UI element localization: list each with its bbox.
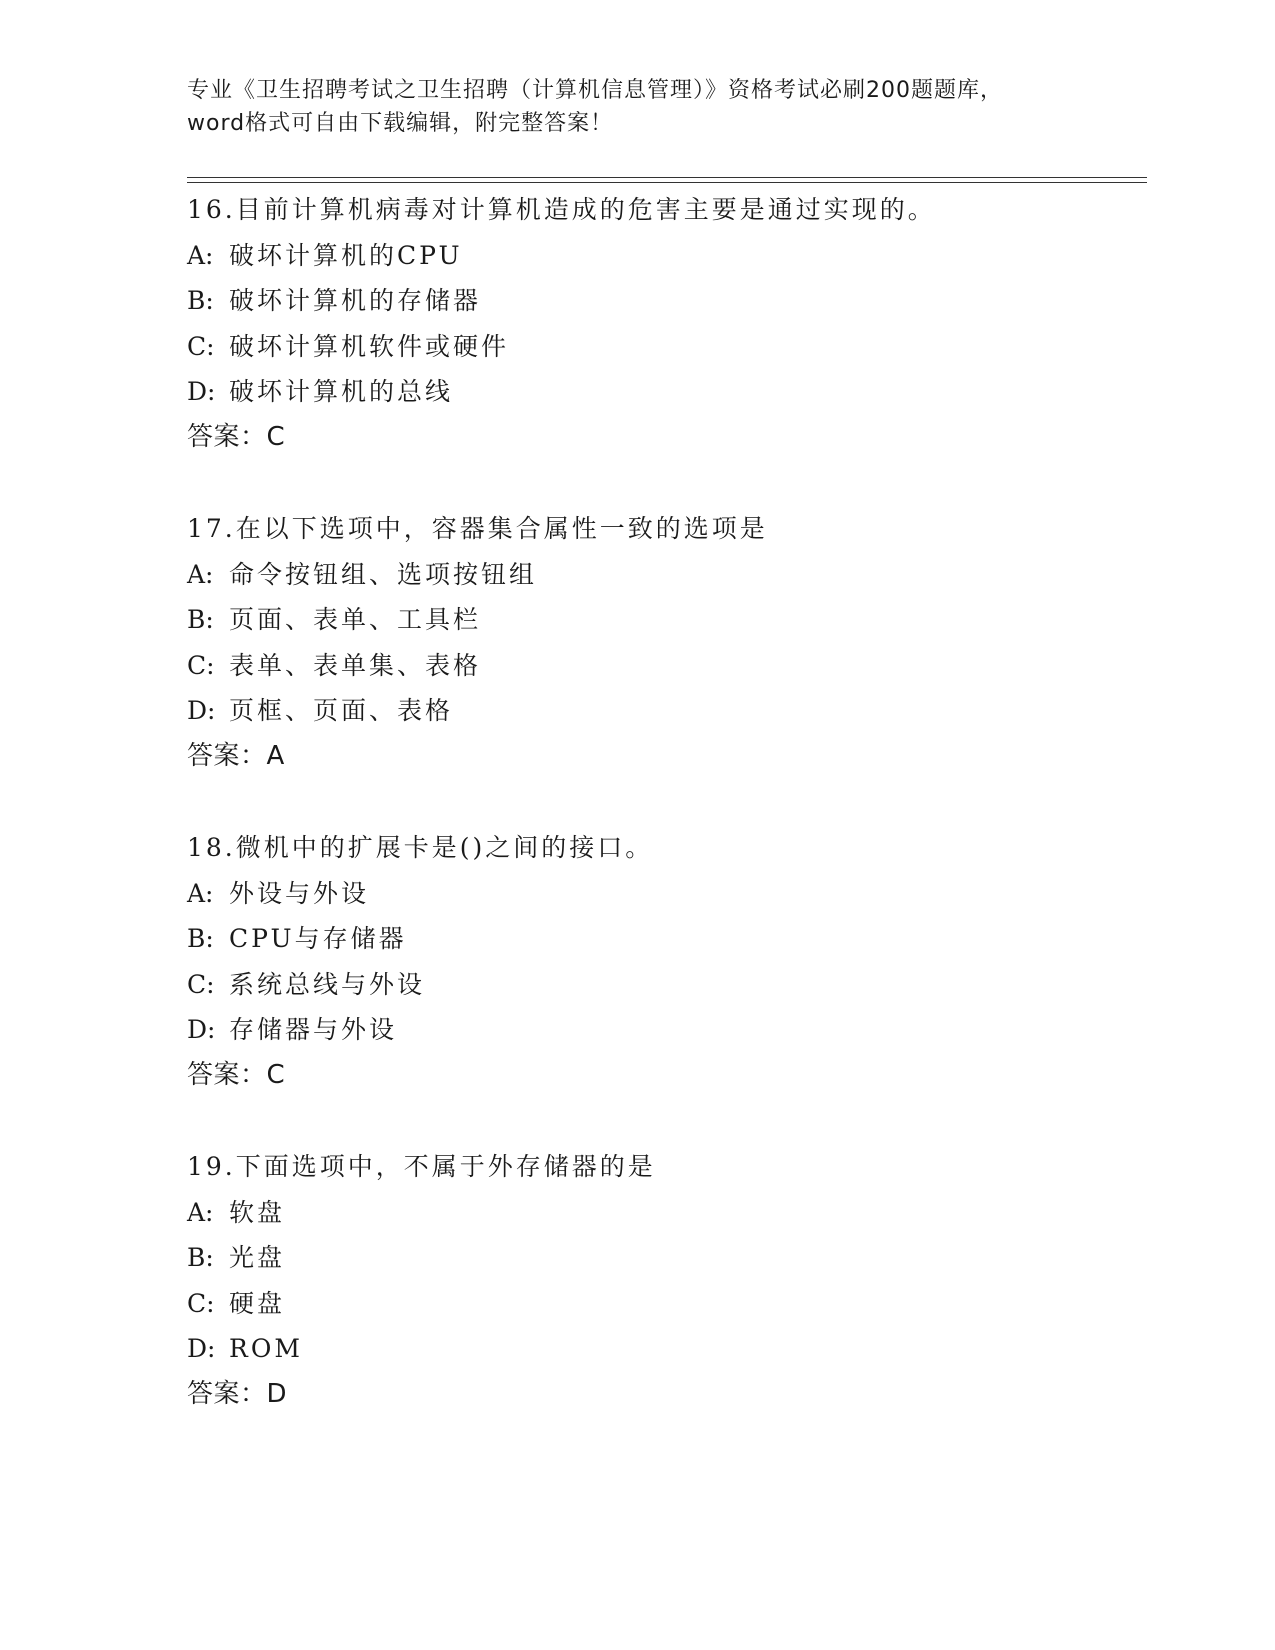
option-text: 破坏计算机软件或硬件 <box>229 331 510 361</box>
option-c <box>187 962 1147 1008</box>
question-stem: 19.下面选项中，不属于外存储器的是 <box>187 1152 656 1181</box>
option-key: A: <box>187 1197 214 1227</box>
question-stem: 16.目前计算机病毒对计算机造成的危害主要是通过实现的。 <box>187 195 936 224</box>
option-key: A: <box>187 559 214 589</box>
option-b <box>187 916 1147 962</box>
answer-line: 答案：C <box>187 421 286 452</box>
option-text: ROM <box>229 1334 303 1363</box>
option-d <box>187 369 1147 415</box>
question-stem: 17.在以下选项中，容器集合属性一致的选项是 <box>187 514 768 543</box>
option-text: 系统总线与外设 <box>229 969 426 999</box>
option-key: C: <box>187 1288 215 1318</box>
option-d <box>187 1326 1147 1372</box>
option-c <box>187 1281 1147 1327</box>
option-key: A: <box>187 878 214 908</box>
document-header <box>187 74 1087 140</box>
option-text: 页框、页面、表格 <box>229 696 454 725</box>
option-key: D: <box>187 1015 216 1044</box>
header-divider-top <box>187 177 1147 178</box>
question-block <box>187 506 1147 779</box>
option-c <box>187 643 1147 689</box>
answer-line: 答案：A <box>187 740 285 771</box>
option-d <box>187 688 1147 734</box>
option-key: B: <box>187 1243 214 1272</box>
option-b <box>187 278 1147 324</box>
option-text: CPU与存储器 <box>229 924 407 953</box>
option-b <box>187 1235 1147 1281</box>
header-title-line-1: 专业《卫生招聘考试之卫生招聘（计算机信息管理）》资格考试必刷200题题库， <box>187 78 1003 103</box>
question-block <box>187 187 1147 460</box>
option-a <box>187 1190 1147 1236</box>
option-d <box>187 1007 1147 1053</box>
option-c <box>187 324 1147 370</box>
option-key: D: <box>187 1334 216 1363</box>
header-title-line-2: word格式可自由下载编辑，附完整答案！ <box>187 111 614 136</box>
option-key: B: <box>187 286 214 315</box>
option-text: 软盘 <box>229 1197 286 1227</box>
answer-line: 答案：C <box>187 1059 286 1090</box>
option-key: B: <box>187 924 214 953</box>
option-text: 硬盘 <box>229 1288 286 1318</box>
option-text: 命令按钮组、选项按钮组 <box>229 559 538 589</box>
option-key: C: <box>187 331 215 361</box>
option-key: C: <box>187 650 215 680</box>
option-text: 外设与外设 <box>229 878 370 908</box>
option-text: 破坏计算机的存储器 <box>229 286 482 315</box>
option-text: 存储器与外设 <box>229 1015 398 1044</box>
question-block <box>187 1144 1147 1417</box>
option-text: 破坏计算机的总线 <box>229 377 454 406</box>
option-a <box>187 552 1147 598</box>
option-key: C: <box>187 969 215 999</box>
option-text: 光盘 <box>229 1243 286 1272</box>
option-text: 页面、表单、工具栏 <box>229 605 482 634</box>
header-divider-bottom <box>187 182 1147 183</box>
option-key: D: <box>187 377 216 406</box>
answer-line: 答案：D <box>187 1378 288 1409</box>
option-b <box>187 597 1147 643</box>
option-text: 表单、表单集、表格 <box>229 650 482 680</box>
option-key: B: <box>187 605 214 634</box>
option-key: A: <box>187 240 214 270</box>
option-a <box>187 871 1147 917</box>
option-a <box>187 233 1147 279</box>
question-block <box>187 825 1147 1098</box>
question-stem: 18.微机中的扩展卡是()之间的接口。 <box>187 833 654 862</box>
option-text: 破坏计算机的CPU <box>229 240 463 270</box>
option-key: D: <box>187 696 216 725</box>
